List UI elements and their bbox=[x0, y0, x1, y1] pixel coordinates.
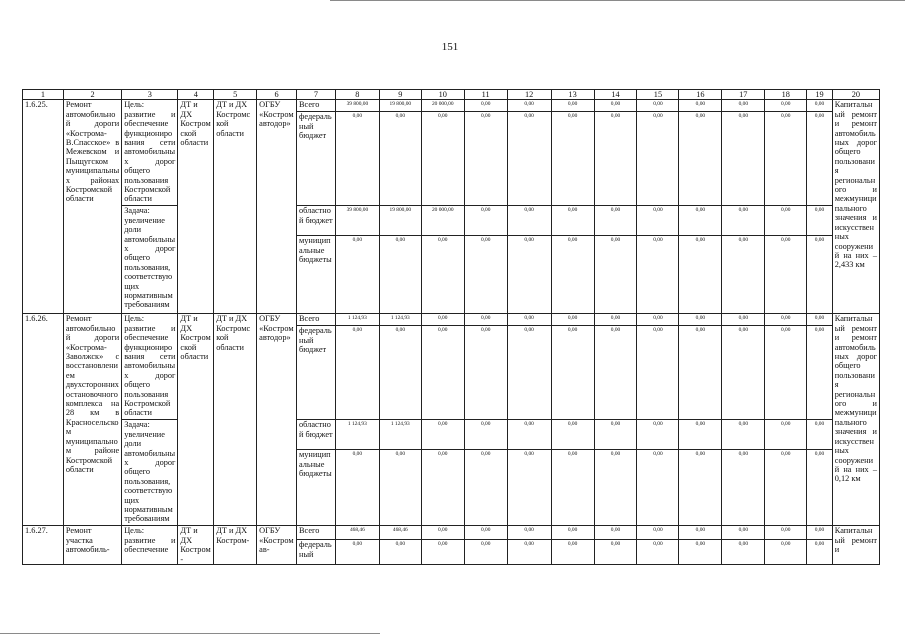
amount-cell: 0,00 bbox=[464, 236, 507, 314]
funding-source: Всего bbox=[297, 526, 336, 540]
amount-cell: 0,00 bbox=[594, 100, 637, 112]
amount-cell: 0,00 bbox=[722, 420, 765, 450]
amount-cell: 0,00 bbox=[637, 314, 679, 326]
amount-cell: 0,00 bbox=[637, 206, 679, 236]
amount-cell: 0,00 bbox=[594, 526, 637, 540]
amount-cell: 0,00 bbox=[594, 206, 637, 236]
amount-cell: 0,00 bbox=[464, 450, 507, 526]
funding-source: муниципальные бюджеты bbox=[297, 236, 336, 314]
page-number: 151 bbox=[441, 41, 459, 53]
amount-cell: 0,00 bbox=[507, 540, 551, 565]
amount-cell: 0,00 bbox=[421, 420, 464, 450]
amount-cell: 0,00 bbox=[551, 236, 594, 314]
amount-cell: 0,00 bbox=[637, 540, 679, 565]
amount-cell: 0,00 bbox=[807, 206, 833, 236]
amount-cell: 0,00 bbox=[421, 326, 464, 420]
amount-cell: 0,00 bbox=[765, 326, 807, 420]
amount-cell: 0,00 bbox=[379, 540, 421, 565]
amount-cell: 0,00 bbox=[507, 326, 551, 420]
amount-cell: 0,00 bbox=[335, 540, 379, 565]
amount-cell: 0,00 bbox=[594, 112, 637, 206]
column-number: 6 bbox=[257, 90, 297, 100]
amount-cell: 0,00 bbox=[637, 420, 679, 450]
amount-cell: 1 124,93 bbox=[335, 314, 379, 326]
column-number: 5 bbox=[214, 90, 257, 100]
responsible-department: ДТ и ДХ Костромской области bbox=[178, 100, 214, 314]
amount-cell: 0,00 bbox=[464, 100, 507, 112]
column-number: 18 bbox=[765, 90, 807, 100]
expected-result: Капитальный ремонт и bbox=[832, 526, 879, 565]
funding-source: федеральный bbox=[297, 540, 336, 565]
amount-cell: 0,00 bbox=[807, 540, 833, 565]
amount-cell: 0,00 bbox=[722, 540, 765, 565]
amount-cell: 0,00 bbox=[464, 112, 507, 206]
column-number: 10 bbox=[421, 90, 464, 100]
program-activities-table bbox=[22, 89, 880, 565]
activity-row bbox=[23, 100, 880, 112]
amount-cell: 0,00 bbox=[722, 100, 765, 112]
amount-cell: 0,00 bbox=[765, 540, 807, 565]
activity-task: Задача: увеличение доли автомобильных дорог общего пользования, соответствующих нормативным требованиям bbox=[122, 206, 178, 314]
amount-cell: 0,00 bbox=[551, 314, 594, 326]
amount-cell: 0,00 bbox=[421, 112, 464, 206]
amount-cell: 39 800,00 bbox=[335, 206, 379, 236]
amount-cell: 0,00 bbox=[507, 100, 551, 112]
amount-cell: 0,00 bbox=[679, 206, 722, 236]
amount-cell: 0,00 bbox=[807, 236, 833, 314]
activity-row bbox=[23, 314, 880, 326]
funding-row bbox=[23, 206, 880, 236]
amount-cell: 0,00 bbox=[765, 314, 807, 326]
column-number: 12 bbox=[507, 90, 551, 100]
amount-cell: 0,00 bbox=[765, 112, 807, 206]
amount-cell: 0,00 bbox=[551, 206, 594, 236]
amount-cell: 0,00 bbox=[507, 526, 551, 540]
column-number: 9 bbox=[379, 90, 421, 100]
amount-cell: 0,00 bbox=[679, 450, 722, 526]
amount-cell: 0,00 bbox=[679, 236, 722, 314]
expected-result: Капитальный ремонт и ремонт автомобильных дорог общего пользования регионального и межмуниципального значения и искусственных сооружений на них – 2,433 км bbox=[832, 100, 879, 314]
amount-cell: 0,00 bbox=[765, 450, 807, 526]
amount-cell: 0,00 bbox=[722, 236, 765, 314]
amount-cell: 0,00 bbox=[637, 112, 679, 206]
amount-cell: 0,00 bbox=[722, 206, 765, 236]
column-number: 1 bbox=[23, 90, 64, 100]
amount-cell: 0,00 bbox=[594, 540, 637, 565]
amount-cell: 0,00 bbox=[421, 236, 464, 314]
activity-goal: Цель: развитие и обеспечение функционирования сети автомобильных дорог общего пользования Костромской области bbox=[122, 100, 178, 206]
amount-cell: 0,00 bbox=[464, 420, 507, 450]
column-number: 20 bbox=[832, 90, 879, 100]
amount-cell: 19 800,00 bbox=[379, 100, 421, 112]
amount-cell: 1 124,93 bbox=[379, 314, 421, 326]
amount-cell: 0,00 bbox=[637, 326, 679, 420]
amount-cell: 0,00 bbox=[679, 326, 722, 420]
amount-cell: 0,00 bbox=[594, 450, 637, 526]
column-number: 17 bbox=[722, 90, 765, 100]
amount-cell: 0,00 bbox=[507, 112, 551, 206]
column-number: 4 bbox=[178, 90, 214, 100]
amount-cell: 0,00 bbox=[421, 526, 464, 540]
responsible-department: ДТ и ДХ Костром- bbox=[178, 526, 214, 565]
amount-cell: 0,00 bbox=[551, 420, 594, 450]
amount-cell: 19 800,00 bbox=[379, 206, 421, 236]
amount-cell: 0,00 bbox=[679, 540, 722, 565]
amount-cell: 0,00 bbox=[765, 206, 807, 236]
funding-source: федеральный бюджет bbox=[297, 112, 336, 206]
amount-cell: 0,00 bbox=[722, 450, 765, 526]
amount-cell: 468,46 bbox=[379, 526, 421, 540]
amount-cell: 0,00 bbox=[335, 450, 379, 526]
column-number: 3 bbox=[122, 90, 178, 100]
column-number: 14 bbox=[594, 90, 637, 100]
amount-cell: 0,00 bbox=[551, 112, 594, 206]
activity-task: Задача: увеличение доли автомобильных дорог общего пользования, соответствующих нормативным требованиям bbox=[122, 420, 178, 526]
amount-cell: 39 800,00 bbox=[335, 100, 379, 112]
amount-cell: 0,00 bbox=[679, 526, 722, 540]
activity-name: Ремонт автомобильной дороги «Кострома-В.Спасское» в Межевском и Пыщугском муниципальных районах Костромской области bbox=[63, 100, 121, 314]
amount-cell: 0,00 bbox=[679, 314, 722, 326]
column-number: 13 bbox=[551, 90, 594, 100]
amount-cell: 20 000,00 bbox=[421, 206, 464, 236]
amount-cell: 0,00 bbox=[594, 326, 637, 420]
funding-row bbox=[23, 420, 880, 450]
column-number-row bbox=[23, 90, 880, 100]
amount-cell: 0,00 bbox=[807, 420, 833, 450]
amount-cell: 0,00 bbox=[464, 314, 507, 326]
amount-cell: 20 000,00 bbox=[421, 100, 464, 112]
amount-cell: 0,00 bbox=[679, 100, 722, 112]
amount-cell: 0,00 bbox=[379, 112, 421, 206]
funding-source: муниципальные бюджеты bbox=[297, 450, 336, 526]
column-number: 16 bbox=[679, 90, 722, 100]
coexecutor-department: ДТ и ДХ Костромской области bbox=[214, 100, 257, 314]
amount-cell: 0,00 bbox=[807, 450, 833, 526]
coexecutor-department: ДТ и ДХ Костром- bbox=[214, 526, 257, 565]
amount-cell: 0,00 bbox=[507, 450, 551, 526]
amount-cell: 0,00 bbox=[722, 326, 765, 420]
activity-index: 1.6.26. bbox=[23, 314, 64, 526]
column-number: 19 bbox=[807, 90, 833, 100]
column-number: 15 bbox=[637, 90, 679, 100]
amount-cell: 0,00 bbox=[637, 450, 679, 526]
amount-cell: 0,00 bbox=[807, 112, 833, 206]
amount-cell: 0,00 bbox=[722, 314, 765, 326]
amount-cell: 1 124,93 bbox=[335, 420, 379, 450]
activity-row bbox=[23, 526, 880, 540]
amount-cell: 0,00 bbox=[807, 100, 833, 112]
amount-cell: 0,00 bbox=[421, 540, 464, 565]
activity-name: Ремонт автомобильной дороги «Кострома-Заволжск» с восстановлением двухсторонних остановочного комплекса на 28 км в Красносельском муниципальном районе Костромской области bbox=[63, 314, 121, 526]
amount-cell: 0,00 bbox=[551, 450, 594, 526]
funding-source: областной бюджет bbox=[297, 420, 336, 450]
amount-cell: 0,00 bbox=[594, 420, 637, 450]
amount-cell: 0,00 bbox=[551, 540, 594, 565]
amount-cell: 0,00 bbox=[551, 526, 594, 540]
amount-cell: 0,00 bbox=[379, 236, 421, 314]
column-number: 11 bbox=[464, 90, 507, 100]
amount-cell: 0,00 bbox=[679, 112, 722, 206]
executor: ОГБУ «Костромавтодор» bbox=[257, 100, 297, 314]
amount-cell: 0,00 bbox=[379, 450, 421, 526]
amount-cell: 0,00 bbox=[637, 236, 679, 314]
amount-cell: 0,00 bbox=[637, 100, 679, 112]
amount-cell: 0,00 bbox=[551, 100, 594, 112]
activity-name: Ремонт участка автомобиль- bbox=[63, 526, 121, 565]
amount-cell: 0,00 bbox=[421, 450, 464, 526]
amount-cell: 0,00 bbox=[594, 236, 637, 314]
funding-source: Всего bbox=[297, 314, 336, 326]
amount-cell: 0,00 bbox=[507, 236, 551, 314]
amount-cell: 0,00 bbox=[507, 420, 551, 450]
amount-cell: 0,00 bbox=[807, 326, 833, 420]
funding-source: областной бюджет bbox=[297, 206, 336, 236]
amount-cell: 0,00 bbox=[765, 100, 807, 112]
amount-cell: 0,00 bbox=[765, 420, 807, 450]
activity-index: 1.6.25. bbox=[23, 100, 64, 314]
amount-cell: 0,00 bbox=[637, 526, 679, 540]
amount-cell: 0,00 bbox=[335, 236, 379, 314]
amount-cell: 0,00 bbox=[807, 314, 833, 326]
responsible-department: ДТ и ДХ Костромской области bbox=[178, 314, 214, 526]
executor: ОГБУ «Костромавтодор» bbox=[257, 314, 297, 526]
column-number: 7 bbox=[297, 90, 336, 100]
amount-cell: 0,00 bbox=[335, 112, 379, 206]
column-number: 8 bbox=[335, 90, 379, 100]
funding-source: федеральный бюджет bbox=[297, 326, 336, 420]
bottom-rule bbox=[0, 633, 380, 634]
amount-cell: 0,00 bbox=[464, 526, 507, 540]
amount-cell: 0,00 bbox=[421, 314, 464, 326]
amount-cell: 0,00 bbox=[807, 526, 833, 540]
amount-cell: 0,00 bbox=[765, 236, 807, 314]
coexecutor-department: ДТ и ДХ Костромской области bbox=[214, 314, 257, 526]
top-rule bbox=[330, 0, 905, 1]
amount-cell: 0,00 bbox=[722, 526, 765, 540]
activity-index: 1.6.27. bbox=[23, 526, 64, 565]
amount-cell: 0,00 bbox=[507, 314, 551, 326]
amount-cell: 0,00 bbox=[335, 326, 379, 420]
amount-cell: 0,00 bbox=[679, 420, 722, 450]
amount-cell: 0,00 bbox=[765, 526, 807, 540]
amount-cell: 468,46 bbox=[335, 526, 379, 540]
expected-result: Капитальный ремонт и ремонт автомобильных дорог общего пользования регионального и межмуниципального значения и искусственных сооружений на них – 0,12 км bbox=[832, 314, 879, 526]
amount-cell: 0,00 bbox=[722, 112, 765, 206]
column-number: 2 bbox=[63, 90, 121, 100]
amount-cell: 0,00 bbox=[464, 206, 507, 236]
amount-cell: 1 124,93 bbox=[379, 420, 421, 450]
activity-goal: Цель: развитие и обеспечение bbox=[122, 526, 178, 565]
funding-source: Всего bbox=[297, 100, 336, 112]
amount-cell: 0,00 bbox=[594, 314, 637, 326]
amount-cell: 0,00 bbox=[551, 326, 594, 420]
amount-cell: 0,00 bbox=[464, 540, 507, 565]
amount-cell: 0,00 bbox=[507, 206, 551, 236]
amount-cell: 0,00 bbox=[379, 326, 421, 420]
executor: ОГБУ «Костромав- bbox=[257, 526, 297, 565]
amount-cell: 0,00 bbox=[464, 326, 507, 420]
activity-goal: Цель: развитие и обеспечение функционирования сети автомобильных дорог общего пользования Костромской области bbox=[122, 314, 178, 420]
